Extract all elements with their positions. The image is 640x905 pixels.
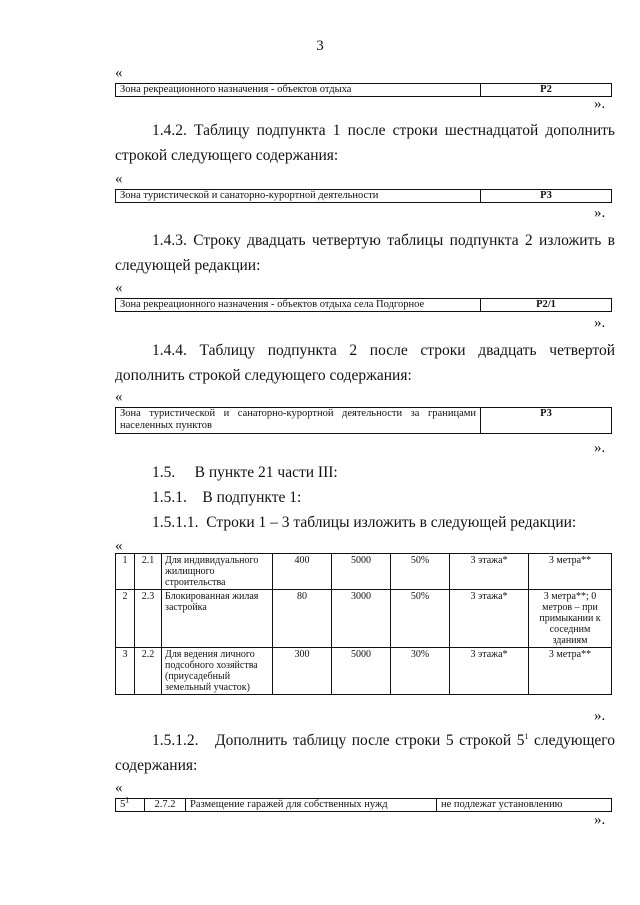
table-row	[116, 799, 612, 812]
setback-cell: 3 метра**	[529, 554, 612, 590]
table-row-c	[115, 298, 612, 312]
code-cell: 2.1	[135, 554, 162, 590]
table-row	[116, 299, 612, 312]
table-row-a	[115, 83, 612, 97]
table-row	[116, 648, 612, 695]
value-cell: не подлежат установлению	[437, 799, 612, 812]
floors-cell: 3 этажа*	[450, 590, 529, 648]
zone-code-cell: Р2	[481, 84, 612, 97]
max-area-cell: 3000	[332, 590, 391, 648]
paragraph-1-4-4: 1.4.4. Таблицу подпункта 2 после строки двадцать четвертой дополнить строкой следующего содержания:	[115, 342, 615, 384]
table-row	[116, 554, 612, 590]
use-name-cell: Для ведения личного подсобного хозяйства (приусадебный земельный участок)	[162, 648, 273, 695]
paragraph-1-5: 1.5. В пункте 21 части III:	[152, 464, 338, 481]
paragraph-text: следующего содержания:	[115, 732, 615, 774]
row-number: 5	[120, 799, 126, 810]
open-quote: «	[115, 65, 123, 81]
paragraph-1-4-3: 1.4.3. Строку двадцать четвертую таблицы подпункта 2 изложить в следующей редакции:	[115, 232, 615, 274]
paragraph-1-4-2: 1.4.2. Таблицу подпункта 1 после строки шестнадцатой дополнить строкой следующего содержания:	[115, 122, 615, 164]
floors-cell: 3 этажа*	[450, 554, 529, 590]
paragraph-1-5-1: 1.5.1. В подпункте 1:	[152, 489, 302, 506]
open-quote: «	[115, 280, 123, 296]
table-row	[116, 84, 612, 97]
table-row-b	[115, 189, 612, 203]
close-quote: ».	[594, 205, 606, 221]
row-number-cell: 1	[116, 554, 135, 590]
code-cell: 2.7.2	[145, 799, 186, 812]
coverage-cell: 50%	[391, 590, 450, 648]
table-row-e	[115, 795, 612, 812]
code-cell: 2.2	[135, 648, 162, 695]
zone-code-cell: Р3	[481, 408, 612, 434]
close-quote: ».	[594, 315, 606, 331]
paragraph-text: 1.5.1.2. Дополнить таблицу после строки 5 строкой 5	[152, 732, 525, 749]
page-number: 3	[316, 38, 324, 54]
coverage-cell: 30%	[391, 648, 450, 695]
zone-name-cell: Зона рекреационного назначения - объектов отдыха села Подгорное	[116, 299, 481, 312]
zone-code-cell: Р2/1	[481, 299, 612, 312]
floors-cell: 3 этажа*	[450, 648, 529, 695]
close-quote: ».	[594, 440, 606, 456]
open-quote: «	[115, 171, 123, 187]
setback-cell: 3 метра**	[529, 648, 612, 695]
close-quote: ».	[594, 812, 606, 828]
open-quote: «	[115, 538, 123, 554]
open-quote: «	[115, 780, 123, 796]
zone-code-cell: Р3	[481, 190, 612, 203]
min-area-cell: 400	[273, 554, 332, 590]
use-name-cell: Для индивидуального жилищного строительства	[162, 554, 273, 590]
parameters-table	[115, 553, 612, 695]
table-row-d	[115, 407, 612, 434]
row-number-cell: 2	[116, 590, 135, 648]
coverage-cell: 50%	[391, 554, 450, 590]
superscript: 1	[524, 731, 529, 741]
zone-name-cell: Зона рекреационного назначения - объектов отдыха	[116, 84, 481, 97]
use-name-cell: Блокированная жилая застройка	[162, 590, 273, 648]
code-cell: 2.3	[135, 590, 162, 648]
max-area-cell: 5000	[332, 554, 391, 590]
table-row	[116, 590, 612, 648]
row-number-cell: 3	[116, 648, 135, 695]
zone-name-cell: Зона туристической и санаторно-курортной деятельности	[116, 190, 481, 203]
zone-name-cell: Зона туристической и санаторно-курортной деятельности за границами населенных пунктов	[116, 408, 481, 434]
min-area-cell: 300	[273, 648, 332, 695]
max-area-cell: 5000	[332, 648, 391, 695]
close-quote: ».	[594, 708, 606, 724]
use-name-cell: Размещение гаражей для собственных нужд	[186, 799, 437, 812]
row-number-cell	[116, 795, 145, 812]
setback-cell: 3 метра**; 0 метров – при примыкании к соседним зданиям	[529, 590, 612, 648]
table-row	[116, 408, 612, 434]
close-quote: ».	[594, 96, 606, 112]
paragraph-1-5-1-2	[115, 728, 615, 778]
paragraph-1-5-1-1: 1.5.1.1. Строки 1 – 3 таблицы изложить в следующей редакции:	[152, 514, 577, 531]
row-number-superscript: 1	[125, 795, 130, 805]
open-quote: «	[115, 389, 123, 405]
table-row	[116, 190, 612, 203]
min-area-cell: 80	[273, 590, 332, 648]
